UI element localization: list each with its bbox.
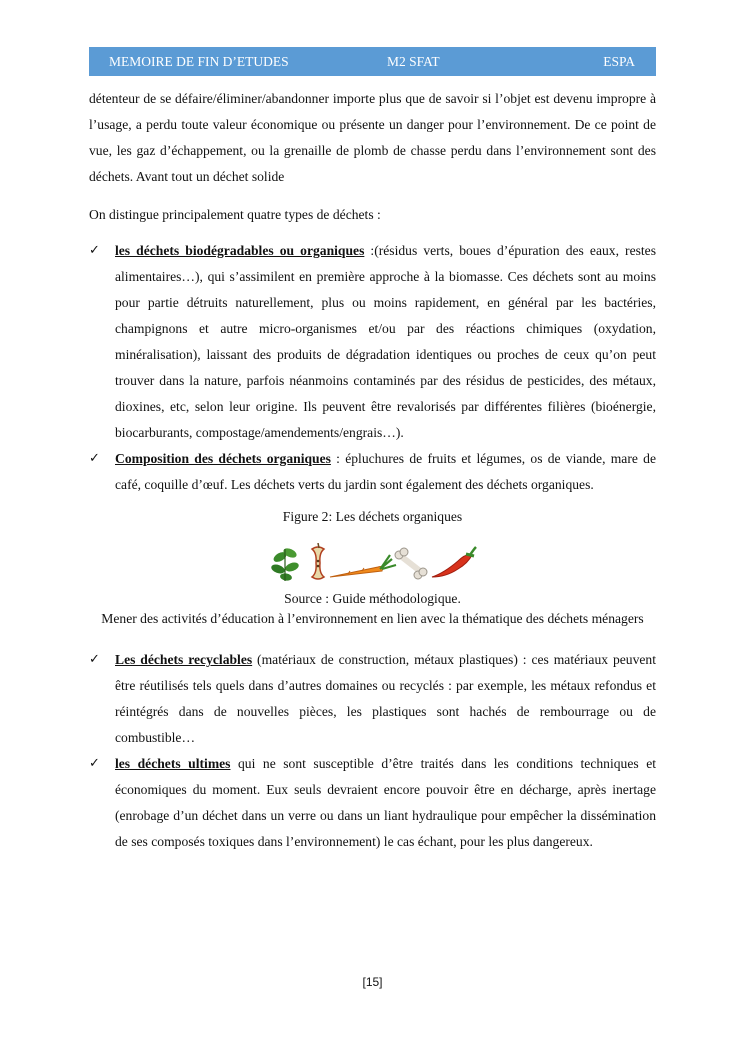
header-school: ESPA <box>603 54 635 69</box>
page-header <box>89 47 656 76</box>
text-biodegradable: :(résidus verts, boues d’épuration des eaux, restes alimentaires…), qui s’assimilent en première approche à la biomasse. Ces déchets sont au moins pour partie détruits naturellement, plus ou moins rapidement, en général par les bactéries, champignons et autre micro-organismes et/ou par des réactions chimiques (oxydation, minéralisation), laissant des produits de dégradation identiques ou proches de ceux qu’on peut trouver dans la nature, parfois néanmoins contaminés par des résidus de pesticides, des métaux, dioxines, etc, selon leur origine. Ils peuvent être revalorisés par différentes filières (bioénergie, biocarburants, compostage/amendements/engrais…). <box>115 243 656 440</box>
source-line-1: Source : Guide méthodologique. <box>284 591 461 606</box>
figure-caption: Figure 2: Les déchets organiques <box>282 509 463 524</box>
figure-source <box>89 589 656 629</box>
text-recyclable: (matériaux de construction, métaux plastiques) : ces matériaux peuvent être réutilisés tels quels dans d’autres domaines ou recyclés : par exemple, les métaux refondus et réintégrés dans de nouvelles pièces, les plastiques sont hachés de rembourrage ou de combustible… <box>115 652 656 745</box>
apple-core-icon <box>312 543 324 579</box>
checkmark-icon: ✓ <box>89 243 100 258</box>
chili-pepper-icon <box>432 547 476 577</box>
organic-waste-illustration <box>268 543 478 583</box>
page-number: [15] <box>362 975 383 989</box>
term-biodegradable: les déchets biodégradables ou organiques <box>115 243 365 258</box>
checkmark-icon: ✓ <box>89 756 100 771</box>
leaves-icon <box>270 546 300 581</box>
text-composition: : épluchures de fruits et légumes, os de viande, mare de café, coquille d’œuf. Les déchets verts du jardin sont également des déchets organiques. <box>115 451 656 492</box>
term-recyclable: Les déchets recyclables <box>115 652 253 667</box>
types-intro: On distingue principalement quatre types de déchets : <box>89 207 381 222</box>
checkmark-icon: ✓ <box>89 451 100 466</box>
checkmark-icon: ✓ <box>89 652 100 667</box>
term-composition: Composition des déchets organiques <box>115 451 331 466</box>
list-item-composition <box>89 446 656 498</box>
text-ultimate: qui ne sont susceptible d’être traités dans les conditions techniques et économiques du moment. Eux seuls devraient encore pouvoir être en décharge, après inertage (enrobage d’un déchet dans un verre ou dans un liant hydraulique pour empêcher la dissémination de ses composés toxiques dans l’environnement) le cas échant, pour les plus dangereux. <box>115 756 656 849</box>
waste-types-list-2 <box>89 647 656 855</box>
carrot-icon <box>330 555 396 577</box>
term-ultimate: les déchets ultimes <box>115 756 231 771</box>
list-item-biodegradable <box>89 238 656 446</box>
page-content <box>89 86 656 855</box>
list-item-ultimate <box>89 751 656 855</box>
header-memoire-title: MEMOIRE DE FIN D’ETUDES <box>109 54 289 69</box>
bone-icon <box>395 548 427 579</box>
header-program: M2 SFAT <box>387 54 440 69</box>
waste-types-list-1 <box>89 238 656 498</box>
list-item-recyclable <box>89 647 656 751</box>
intro-paragraph: détenteur de se défaire/éliminer/abandonner importe plus que de savoir si l’objet est devenu impropre à l’usage, a perdu toute valeur économique ou présente un danger pour l’environnement. De ce point de vue, les gaz d’échappement, ou la grenaille de plomb de chasse perdu dans l’environnement sont des déchets. Avant tout un déchet solide <box>89 91 656 184</box>
source-line-2: Mener des activités d’éducation à l’environnement en lien avec la thématique des déchets ménagers <box>101 611 644 626</box>
